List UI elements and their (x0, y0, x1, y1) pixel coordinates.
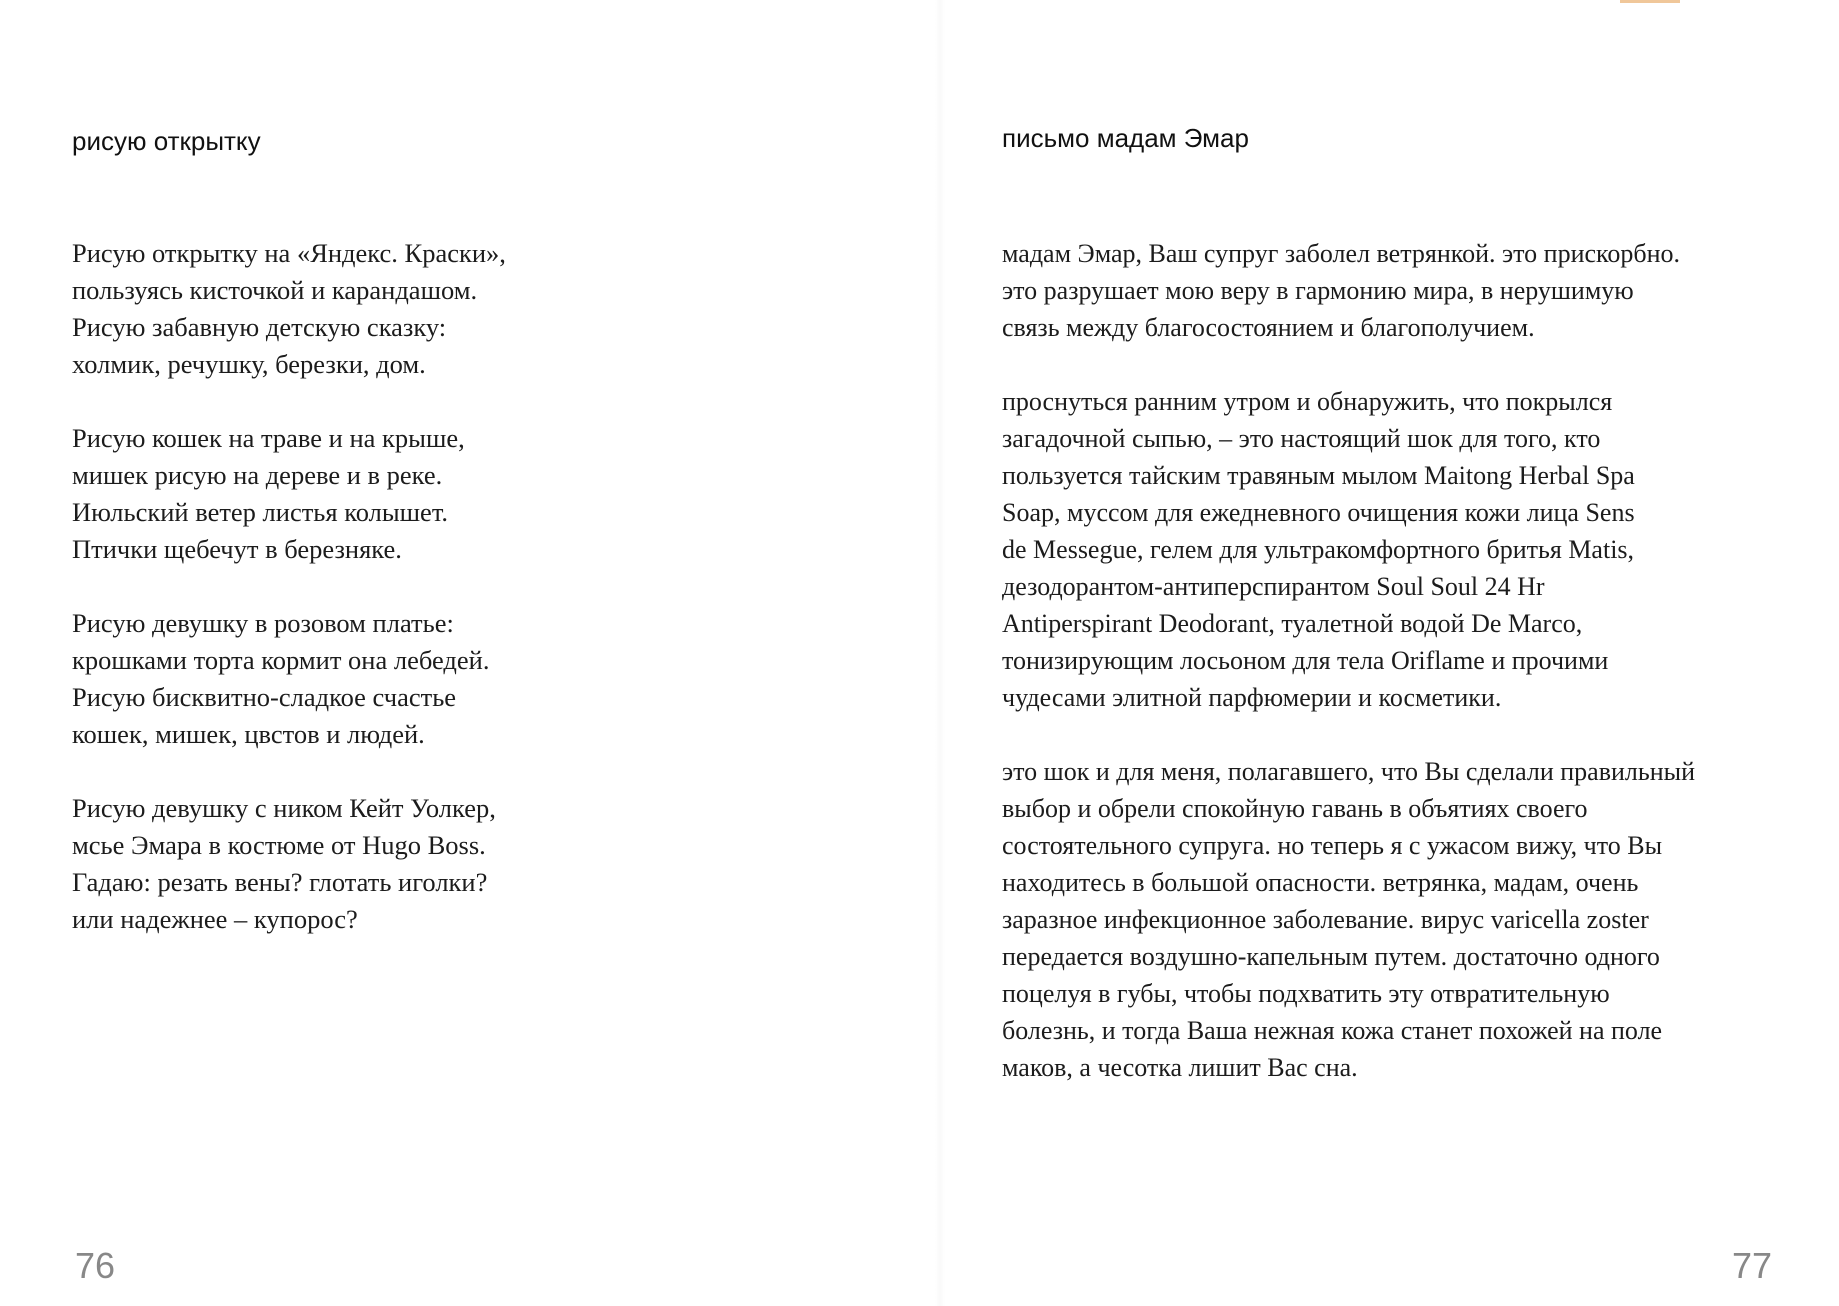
poem-line: Рисую открытку на «Яндекс. Краски», (72, 238, 506, 268)
text-line: это разрушает мою веру в гармонию мира, в нерушимую (1002, 276, 1634, 305)
stanza-4 (72, 790, 872, 938)
poem-line: пользуясь кисточкой и карандашом. (72, 275, 478, 305)
text-line: Antiperspirant Deodorant, туалетной водой De Marco, (1002, 609, 1583, 638)
paragraph-1 (1002, 235, 1832, 346)
letter-body (1002, 235, 1832, 1123)
poem-line: Птички щебечут в березняке. (72, 534, 402, 564)
text-line: связь между благосостоянием и благополучием. (1002, 313, 1535, 342)
text-line: мадам Эмар, Ваш супруг заболел ветрянкой. это прискорбно. (1002, 239, 1680, 268)
poem-line: Июльский ветер листья колышет. (72, 497, 449, 527)
text-line: состоятельного супруга. но теперь я с ужасом вижу, что Вы (1002, 831, 1663, 860)
text-line: чудесами элитной парфюмерии и косметики. (1002, 683, 1502, 712)
stanza-1 (72, 235, 872, 383)
poem-title: рисую открытку (72, 126, 261, 156)
right-page (940, 0, 1839, 1306)
stanza-3 (72, 605, 872, 753)
poem-line: Рисую кошек на траве и на крыше, (72, 423, 465, 453)
text-line: тонизирующим лосьоном для тела Oriflame и прочими (1002, 646, 1609, 675)
page-number: 76 (75, 1245, 116, 1286)
text-line: это шок и для меня, полагавшего, что Вы сделали правильный (1002, 757, 1696, 786)
stanza-2 (72, 420, 872, 568)
text-line: болезнь, и тогда Ваша нежная кожа станет похожей на поле (1002, 1016, 1663, 1045)
text-line: поцелуя в губы, чтобы подхватить эту отвратительную (1002, 979, 1610, 1008)
poem-line: Рисую девушку с ником Кейт Уолкер, (72, 793, 496, 823)
poem-line: холмик, речушку, березки, дом. (72, 349, 426, 379)
poem-line: Рисую забавную детскую сказку: (72, 312, 447, 342)
paragraph-3 (1002, 753, 1832, 1086)
text-line: маков, а чесотка лишит Вас сна. (1002, 1053, 1358, 1082)
paragraph-2 (1002, 383, 1832, 716)
poem-line: или надежнее – купорос? (72, 904, 358, 934)
text-line: проснуться ранним утром и обнаружить, что покрылся (1002, 387, 1613, 416)
poem-body (72, 235, 872, 975)
text-line: Soap, муссом для ежедневного очищения кожи лица Sens (1002, 498, 1635, 527)
poem-line: Гадаю: резать вены? глотать иголки? (72, 867, 488, 897)
poem-line: кошек, мишек, цвстов и людей. (72, 719, 425, 749)
text-line: передается воздушно-капельным путем. достаточно одного (1002, 942, 1660, 971)
text-line: заразное инфекционное заболевание. вирус varicella zoster (1002, 905, 1649, 934)
poem-line: мсье Эмара в костюме от Hugo Boss. (72, 830, 486, 860)
poem-line: мишек рисую на дереве и в реке. (72, 460, 443, 490)
letter-title: письмо мадам Эмар (1002, 123, 1249, 153)
poem-line: крошками торта кормит она лебедей. (72, 645, 490, 675)
text-line: выбор и обрели спокойную гавань в объятиях своего (1002, 794, 1588, 823)
text-line: de Messegue, гелем для ультракомфортного бритья Matis, (1002, 535, 1635, 564)
page-number: 77 (1732, 1245, 1773, 1286)
poem-line: Рисую девушку в розовом платье: (72, 608, 454, 638)
text-line: находитесь в большой опасности. ветрянка, мадам, очень (1002, 868, 1639, 897)
text-line: загадочной сыпью, – это настоящий шок для того, кто (1002, 424, 1601, 453)
poem-line: Рисую бисквитно-сладкое счастье (72, 682, 457, 712)
text-line: пользуется тайским травяным мылом Maitong Herbal Spa (1002, 461, 1635, 490)
text-line: дезодорантом-антиперспирантом Soul Soul 24 Hr (1002, 572, 1545, 601)
